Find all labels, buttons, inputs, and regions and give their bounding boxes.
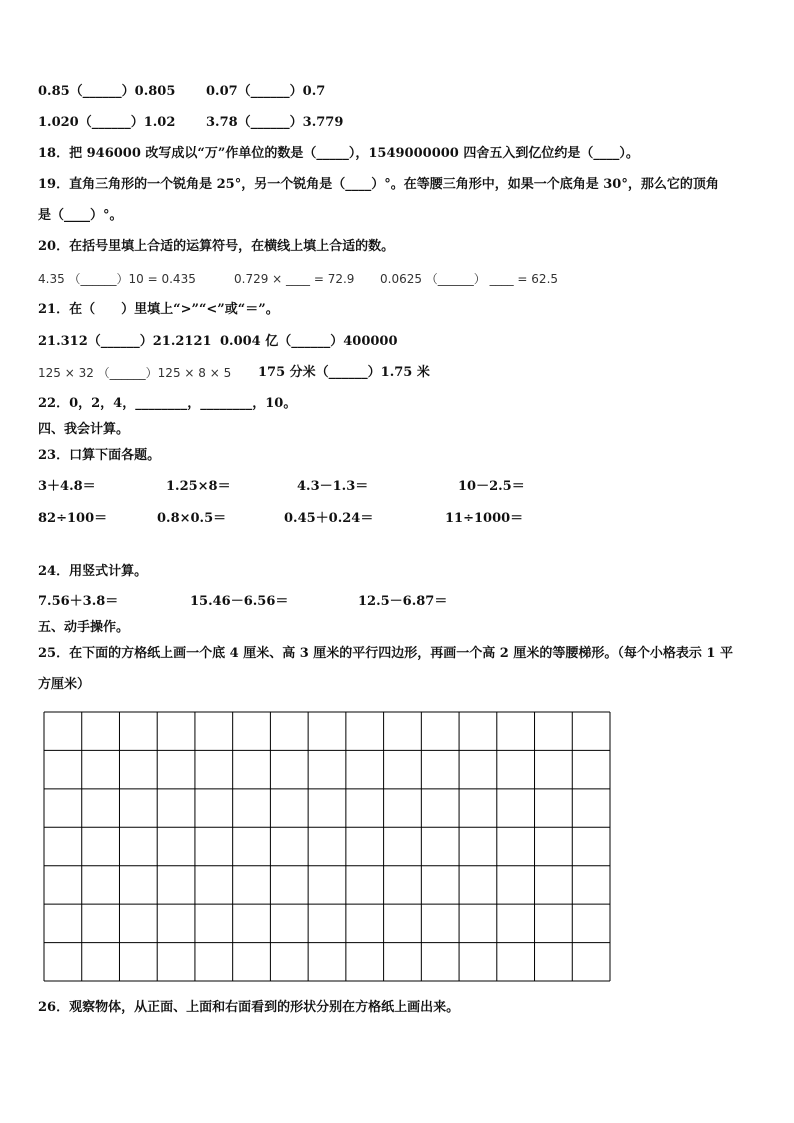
q24-item: 7.56＋3.8＝ <box>38 594 119 609</box>
q23-item: 3＋4.8＝ <box>38 479 96 494</box>
grid-svg[interactable] <box>43 711 611 982</box>
q20-item: 0.0625 （______） ____ = 62.5 <box>380 272 559 286</box>
q23-item: 4.3－1.3＝ <box>297 479 369 494</box>
question-25-line2: 方厘米） <box>38 677 91 692</box>
section-5-heading: 五、动手操作。 <box>38 620 130 635</box>
q21-item: 175 分米（______）1.75 米 <box>258 365 430 380</box>
question-21-prompt: 21．在（ ）里填上“>”“<”或“＝”。 <box>38 302 279 317</box>
question-25-line1: 25．在下面的方格纸上画一个底 4 厘米、高 3 厘米的平行四边形，再画一个高 2 厘米的等腰梯形。（每个小格表示 1 平 <box>38 646 733 661</box>
grid-paper[interactable] <box>43 711 611 982</box>
q23-item: 11÷1000＝ <box>445 511 524 526</box>
question-24-prompt: 24．用竖式计算。 <box>38 564 148 579</box>
q20-item: 0.729 × ____ = 72.9 <box>234 272 355 286</box>
q23-item: 10－2.5＝ <box>458 479 525 494</box>
question-23-prompt: 23．口算下面各题。 <box>38 448 161 463</box>
section-4-heading: 四、我会计算。 <box>38 422 130 437</box>
question-22: 22．0，2，4，________，________，10。 <box>38 396 297 411</box>
compare-item: 3.78（______）3.779 <box>206 115 344 130</box>
compare-item: 0.85（______）0.805 <box>38 84 176 99</box>
q21-item: 21.312（______）21.2121 <box>38 334 212 349</box>
question-26: 26．观察物体，从正面、上面和右面看到的形状分别在方格纸上画出来。 <box>38 1000 460 1015</box>
q23-item: 82÷100＝ <box>38 511 108 526</box>
q23-item: 0.45＋0.24＝ <box>284 511 374 526</box>
q23-item: 0.8×0.5＝ <box>157 511 227 526</box>
q21-item: 125 × 32 （______）125 × 8 × 5 <box>38 366 232 380</box>
question-20-prompt: 20．在括号里填上合适的运算符号，在横线上填上合适的数。 <box>38 239 395 254</box>
question-19-line2: 是（____）°。 <box>38 208 123 223</box>
compare-item: 0.07（______）0.7 <box>206 84 326 99</box>
compare-item: 1.020（______）1.02 <box>38 115 176 130</box>
question-18: 18．把 946000 改写成以“万”作单位的数是（_____），1549000000 四舍五入到亿位约是（____）。 <box>38 146 639 161</box>
question-19-line1: 19．直角三角形的一个锐角是 25°，另一个锐角是（____）°。在等腰三角形中，如果一个底角是 30°，那么它的顶角 <box>38 177 719 192</box>
q23-item: 1.25×8＝ <box>166 479 231 494</box>
q24-item: 12.5－6.87＝ <box>358 594 448 609</box>
q24-item: 15.46－6.56＝ <box>190 594 289 609</box>
q21-item: 0.004 亿（______）400000 <box>220 334 398 349</box>
q20-item: 4.35 （______）10 = 0.435 <box>38 272 196 286</box>
